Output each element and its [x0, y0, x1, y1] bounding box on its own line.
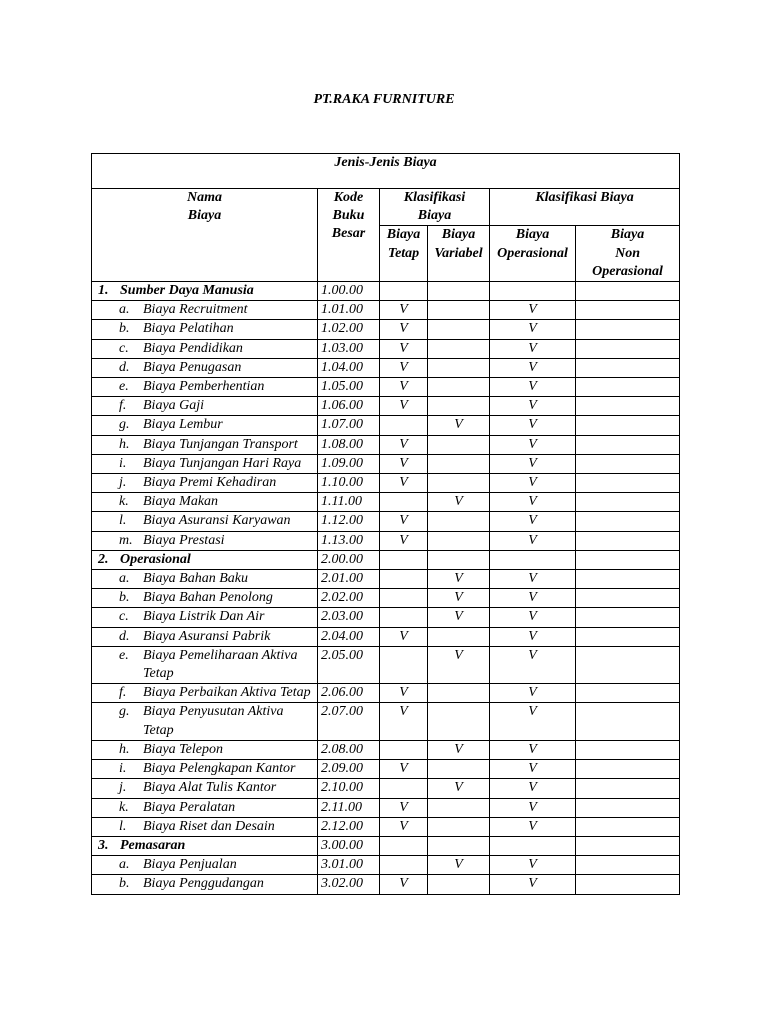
table-row — [92, 627, 680, 646]
ledger-code-cell: 1.10.00 — [318, 474, 380, 493]
non-operational-cost-mark — [576, 684, 680, 703]
non-operational-cost-mark — [576, 474, 680, 493]
variable-cost-mark — [428, 474, 490, 493]
cost-name-cell — [92, 836, 318, 855]
table-row — [92, 684, 680, 703]
fixed-cost-mark: V — [380, 378, 428, 397]
operational-cost-mark: V — [490, 703, 576, 740]
non-operational-cost-mark — [576, 493, 680, 512]
variable-cost-mark: V — [428, 608, 490, 627]
section-row — [92, 282, 680, 301]
fixed-cost-mark: V — [380, 435, 428, 454]
header-kode-buku-besar: Kode Buku Besar — [318, 189, 380, 282]
variable-cost-mark: V — [428, 646, 490, 683]
row-number: k. — [119, 494, 129, 510]
cost-name: Biaya Penjualan — [143, 857, 237, 873]
row-number: j. — [119, 475, 127, 491]
cost-name-cell — [92, 627, 318, 646]
fixed-cost-mark: V — [380, 339, 428, 358]
row-number: h. — [119, 741, 130, 757]
section-row — [92, 550, 680, 569]
operational-cost-mark: V — [490, 339, 576, 358]
cost-name-cell — [92, 589, 318, 608]
non-operational-cost-mark — [576, 740, 680, 759]
cost-name-cell — [92, 608, 318, 627]
row-number: g. — [119, 417, 130, 433]
cost-name: Biaya Asuransi Karyawan — [143, 513, 291, 529]
variable-cost-mark — [428, 875, 490, 894]
fixed-cost-mark: V — [380, 684, 428, 703]
ledger-code-cell: 2.02.00 — [318, 589, 380, 608]
cost-name-cell — [92, 646, 318, 683]
fixed-cost-mark — [380, 740, 428, 759]
row-number: j. — [119, 780, 127, 796]
row-number: l. — [119, 513, 127, 529]
variable-cost-mark — [428, 358, 490, 377]
variable-cost-mark — [428, 703, 490, 740]
table-row — [92, 301, 680, 320]
table-row — [92, 779, 680, 798]
operational-cost-mark: V — [490, 740, 576, 759]
cost-name-cell — [92, 301, 318, 320]
operational-cost-mark: V — [490, 875, 576, 894]
variable-cost-mark — [428, 435, 490, 454]
non-operational-cost-mark — [576, 703, 680, 740]
fixed-cost-mark: V — [380, 512, 428, 531]
table-row — [92, 512, 680, 531]
non-operational-cost-mark — [576, 760, 680, 779]
table-row — [92, 493, 680, 512]
ledger-code-cell: 1.13.00 — [318, 531, 380, 550]
fixed-cost-mark — [380, 550, 428, 569]
operational-cost-mark: V — [490, 817, 576, 836]
row-number: 2. — [98, 551, 109, 567]
variable-cost-mark — [428, 339, 490, 358]
variable-cost-mark — [428, 397, 490, 416]
row-number: d. — [119, 359, 130, 375]
non-operational-cost-mark — [576, 339, 680, 358]
fixed-cost-mark: V — [380, 397, 428, 416]
table-row — [92, 589, 680, 608]
operational-cost-mark: V — [490, 798, 576, 817]
non-operational-cost-mark — [576, 817, 680, 836]
row-number: b. — [119, 876, 130, 892]
fixed-cost-mark — [380, 856, 428, 875]
operational-cost-mark: V — [490, 531, 576, 550]
operational-cost-mark: V — [490, 646, 576, 683]
row-number: f. — [119, 398, 127, 414]
non-operational-cost-mark — [576, 608, 680, 627]
table-row — [92, 798, 680, 817]
non-operational-cost-mark — [576, 320, 680, 339]
ledger-code-cell: 1.01.00 — [318, 301, 380, 320]
row-number: i. — [119, 761, 127, 777]
cost-name-cell — [92, 454, 318, 473]
variable-cost-mark: V — [428, 570, 490, 589]
table-row — [92, 320, 680, 339]
header-biaya-variabel: Biaya Variabel — [428, 226, 490, 282]
row-number: l. — [119, 818, 127, 834]
row-number: 1. — [98, 283, 109, 299]
cost-name-cell — [92, 358, 318, 377]
table-row — [92, 856, 680, 875]
cost-name: Biaya Prestasi — [143, 532, 225, 548]
ledger-code-cell: 1.04.00 — [318, 358, 380, 377]
ledger-code-cell: 2.08.00 — [318, 740, 380, 759]
fixed-cost-mark — [380, 836, 428, 855]
cost-name-cell — [92, 570, 318, 589]
fixed-cost-mark: V — [380, 798, 428, 817]
cost-name-cell — [92, 856, 318, 875]
row-number: b. — [119, 590, 130, 606]
non-operational-cost-mark — [576, 397, 680, 416]
non-operational-cost-mark — [576, 416, 680, 435]
operational-cost-mark: V — [490, 512, 576, 531]
ledger-code-cell: 2.04.00 — [318, 627, 380, 646]
fixed-cost-mark: V — [380, 531, 428, 550]
table-row — [92, 646, 680, 683]
cost-name-cell — [92, 493, 318, 512]
cost-name: Biaya Pelatihan — [143, 321, 234, 337]
ledger-code-cell: 2.05.00 — [318, 646, 380, 683]
row-number: c. — [119, 340, 129, 356]
non-operational-cost-mark — [576, 589, 680, 608]
non-operational-cost-mark — [576, 875, 680, 894]
row-number: k. — [119, 799, 129, 815]
fixed-cost-mark: V — [380, 760, 428, 779]
cost-name: Biaya Penggudangan — [143, 876, 264, 892]
cost-name-cell — [92, 703, 318, 740]
cost-name: Biaya Asuransi Pabrik — [143, 628, 271, 644]
cost-name: Biaya Telepon — [143, 741, 223, 757]
non-operational-cost-mark — [576, 531, 680, 550]
ledger-code-cell: 1.07.00 — [318, 416, 380, 435]
cost-name-cell — [92, 397, 318, 416]
cost-name-cell — [92, 282, 318, 301]
non-operational-cost-mark — [576, 358, 680, 377]
cost-name-cell — [92, 435, 318, 454]
fixed-cost-mark — [380, 282, 428, 301]
fixed-cost-mark: V — [380, 358, 428, 377]
variable-cost-mark — [428, 817, 490, 836]
variable-cost-mark: V — [428, 493, 490, 512]
operational-cost-mark — [490, 550, 576, 569]
ledger-code-cell: 1.12.00 — [318, 512, 380, 531]
cost-name: Biaya Recruitment — [143, 302, 248, 318]
fixed-cost-mark: V — [380, 703, 428, 740]
row-number: e. — [119, 379, 129, 395]
cost-name: Biaya Tunjangan Transport — [143, 436, 298, 452]
operational-cost-mark: V — [490, 320, 576, 339]
ledger-code-cell: 2.07.00 — [318, 703, 380, 740]
ledger-code-cell: 1.06.00 — [318, 397, 380, 416]
variable-cost-mark — [428, 550, 490, 569]
non-operational-cost-mark — [576, 454, 680, 473]
non-operational-cost-mark — [576, 512, 680, 531]
cost-name-cell — [92, 760, 318, 779]
cost-name: Biaya Bahan Penolong — [143, 590, 273, 606]
variable-cost-mark: V — [428, 856, 490, 875]
variable-cost-mark — [428, 760, 490, 779]
cost-name-cell — [92, 817, 318, 836]
cost-name-cell — [92, 875, 318, 894]
table-row — [92, 435, 680, 454]
operational-cost-mark: V — [490, 397, 576, 416]
cost-name: Biaya Tunjangan Hari Raya — [143, 455, 302, 471]
variable-cost-mark: V — [428, 589, 490, 608]
header-biaya-operasional: Biaya Operasional — [490, 226, 576, 282]
operational-cost-mark: V — [490, 684, 576, 703]
table-row — [92, 378, 680, 397]
variable-cost-mark — [428, 282, 490, 301]
fixed-cost-mark: V — [380, 875, 428, 894]
table-title: Jenis-Jenis Biaya — [92, 154, 680, 189]
operational-cost-mark: V — [490, 416, 576, 435]
ledger-code-cell: 1.08.00 — [318, 435, 380, 454]
ledger-code-cell: 2.00.00 — [318, 550, 380, 569]
fixed-cost-mark: V — [380, 320, 428, 339]
non-operational-cost-mark — [576, 856, 680, 875]
cost-name-cell — [92, 740, 318, 759]
cost-name: Biaya Pemeliharaan Aktiva Tetap — [143, 647, 298, 682]
operational-cost-mark: V — [490, 454, 576, 473]
non-operational-cost-mark — [576, 798, 680, 817]
cost-name: Biaya Alat Tulis Kantor — [143, 780, 277, 796]
ledger-code-cell: 2.06.00 — [318, 684, 380, 703]
variable-cost-mark: V — [428, 416, 490, 435]
variable-cost-mark — [428, 836, 490, 855]
non-operational-cost-mark — [576, 282, 680, 301]
row-number: m. — [119, 532, 133, 548]
variable-cost-mark: V — [428, 740, 490, 759]
row-number: f. — [119, 685, 127, 701]
cost-classification-table — [91, 153, 680, 895]
ledger-code-cell: 1.03.00 — [318, 339, 380, 358]
table-row — [92, 358, 680, 377]
fixed-cost-mark — [380, 589, 428, 608]
ledger-code-cell: 2.12.00 — [318, 817, 380, 836]
operational-cost-mark: V — [490, 474, 576, 493]
ledger-code-cell: 2.11.00 — [318, 798, 380, 817]
non-operational-cost-mark — [576, 779, 680, 798]
ledger-code-cell: 1.09.00 — [318, 454, 380, 473]
row-number: h. — [119, 436, 130, 452]
cost-name: Biaya Makan — [143, 494, 219, 510]
table-row — [92, 474, 680, 493]
row-number: a. — [119, 857, 130, 873]
ledger-code-cell: 1.02.00 — [318, 320, 380, 339]
fixed-cost-mark — [380, 646, 428, 683]
cost-name: Biaya Listrik Dan Air — [143, 609, 265, 625]
table-row — [92, 570, 680, 589]
non-operational-cost-mark — [576, 646, 680, 683]
cost-name: Operasional — [120, 551, 191, 567]
row-number: e. — [119, 647, 129, 663]
non-operational-cost-mark — [576, 550, 680, 569]
cost-name: Biaya Pemberhentian — [143, 379, 265, 395]
table-row — [92, 454, 680, 473]
cost-name-cell — [92, 531, 318, 550]
variable-cost-mark: V — [428, 779, 490, 798]
cost-name-cell — [92, 512, 318, 531]
table-row — [92, 875, 680, 894]
header-biaya-non-operasional: Biaya Non Operasional — [576, 226, 680, 282]
fixed-cost-mark: V — [380, 817, 428, 836]
table-row — [92, 760, 680, 779]
table-row — [92, 339, 680, 358]
section-row — [92, 836, 680, 855]
header-nama-biaya: Nama Biaya — [92, 189, 318, 282]
fixed-cost-mark: V — [380, 627, 428, 646]
operational-cost-mark: V — [490, 760, 576, 779]
fixed-cost-mark: V — [380, 454, 428, 473]
row-number: c. — [119, 609, 129, 625]
header-klasifikasi-tetap-variabel: Klasifikasi Biaya — [380, 189, 490, 226]
header-biaya-tetap: Biaya Tetap — [380, 226, 428, 282]
ledger-code-cell: 2.10.00 — [318, 779, 380, 798]
row-number: d. — [119, 628, 130, 644]
cost-name-cell — [92, 416, 318, 435]
cost-name: Biaya Bahan Baku — [143, 571, 248, 587]
row-number: 3. — [98, 837, 109, 853]
cost-name-cell — [92, 798, 318, 817]
cost-name-cell — [92, 320, 318, 339]
operational-cost-mark: V — [490, 435, 576, 454]
non-operational-cost-mark — [576, 627, 680, 646]
header-klasifikasi-operasional: Klasifikasi Biaya — [490, 189, 680, 226]
operational-cost-mark — [490, 282, 576, 301]
operational-cost-mark: V — [490, 589, 576, 608]
cost-name: Biaya Peralatan — [143, 799, 236, 815]
cost-name: Pemasaran — [120, 837, 186, 853]
row-number: a. — [119, 571, 130, 587]
ledger-code-cell: 1.00.00 — [318, 282, 380, 301]
non-operational-cost-mark — [576, 570, 680, 589]
fixed-cost-mark — [380, 779, 428, 798]
operational-cost-mark — [490, 836, 576, 855]
cost-name: Biaya Gaji — [143, 398, 205, 414]
row-number: i. — [119, 455, 127, 471]
table-row — [92, 531, 680, 550]
cost-name-cell — [92, 779, 318, 798]
operational-cost-mark: V — [490, 358, 576, 377]
variable-cost-mark — [428, 512, 490, 531]
operational-cost-mark: V — [490, 493, 576, 512]
page-title: PT.RAKA FURNITURE — [313, 92, 455, 107]
table-row — [92, 703, 680, 740]
table-row — [92, 416, 680, 435]
row-number: g. — [119, 704, 130, 720]
cost-name: Biaya Riset dan Desain — [143, 818, 275, 834]
cost-name: Biaya Pendidikan — [143, 340, 243, 356]
ledger-code-cell: 2.03.00 — [318, 608, 380, 627]
operational-cost-mark: V — [490, 608, 576, 627]
variable-cost-mark — [428, 531, 490, 550]
cost-name: Biaya Penyusutan Aktiva Tetap — [143, 704, 284, 738]
fixed-cost-mark: V — [380, 474, 428, 493]
cost-name: Biaya Penugasan — [143, 359, 242, 375]
cost-name: Biaya Premi Kehadiran — [143, 475, 277, 491]
table-row — [92, 608, 680, 627]
ledger-code-cell: 1.05.00 — [318, 378, 380, 397]
operational-cost-mark: V — [490, 779, 576, 798]
fixed-cost-mark: V — [380, 301, 428, 320]
fixed-cost-mark — [380, 608, 428, 627]
fixed-cost-mark — [380, 416, 428, 435]
cost-name: Biaya Pelengkapan Kantor — [143, 761, 296, 777]
cost-name-cell — [92, 339, 318, 358]
ledger-code-cell: 3.00.00 — [318, 836, 380, 855]
ledger-code-cell: 1.11.00 — [318, 493, 380, 512]
operational-cost-mark: V — [490, 627, 576, 646]
cost-name: Biaya Perbaikan Aktiva Tetap — [143, 685, 311, 701]
table-row — [92, 397, 680, 416]
non-operational-cost-mark — [576, 378, 680, 397]
ledger-code-cell: 2.09.00 — [318, 760, 380, 779]
table-row — [92, 740, 680, 759]
fixed-cost-mark — [380, 493, 428, 512]
variable-cost-mark — [428, 684, 490, 703]
non-operational-cost-mark — [576, 836, 680, 855]
non-operational-cost-mark — [576, 301, 680, 320]
row-number: b. — [119, 321, 130, 337]
non-operational-cost-mark — [576, 435, 680, 454]
cost-name-cell — [92, 684, 318, 703]
table-row — [92, 817, 680, 836]
variable-cost-mark — [428, 798, 490, 817]
operational-cost-mark: V — [490, 378, 576, 397]
cost-name: Sumber Daya Manusia — [120, 283, 254, 299]
row-number: a. — [119, 302, 130, 318]
variable-cost-mark — [428, 320, 490, 339]
ledger-code-cell: 2.01.00 — [318, 570, 380, 589]
variable-cost-mark — [428, 378, 490, 397]
variable-cost-mark — [428, 454, 490, 473]
ledger-code-cell: 3.01.00 — [318, 856, 380, 875]
cost-name: Biaya Lembur — [143, 417, 223, 433]
cost-name-cell — [92, 550, 318, 569]
operational-cost-mark: V — [490, 301, 576, 320]
fixed-cost-mark — [380, 570, 428, 589]
variable-cost-mark — [428, 627, 490, 646]
cost-name-cell — [92, 474, 318, 493]
cost-name-cell — [92, 378, 318, 397]
operational-cost-mark: V — [490, 856, 576, 875]
ledger-code-cell: 3.02.00 — [318, 875, 380, 894]
operational-cost-mark: V — [490, 570, 576, 589]
variable-cost-mark — [428, 301, 490, 320]
